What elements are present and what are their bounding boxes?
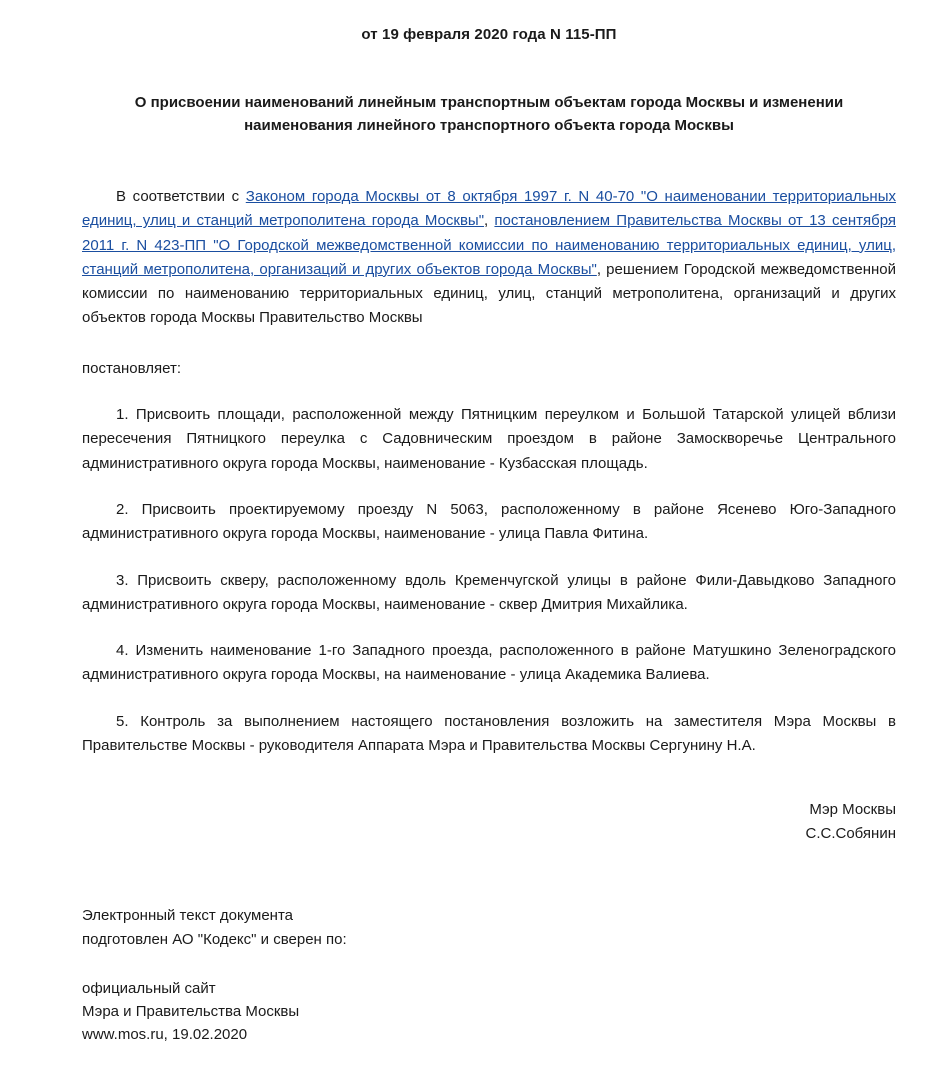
footer-line-3: официальный сайт (82, 979, 216, 997)
footer-reference-group (82, 977, 896, 1047)
clause-3: 3. Присвоить скверу, расположенному вдоль Кременчугской улицы в районе Фили-Давыдково Западного административного округа города Москвы, наименование - сквер Дмитрия Михайлика. (82, 571, 896, 613)
resolution-423-pp-link[interactable]: постановлением Правительства Москвы от 13 сентября 2011 г. N 423-ПП "О Городской межведомственной комиссии по наименованию территориальных единиц, улиц, станций метрополитена, организаций и других объектов города Москвы" (82, 212, 896, 278)
footer-line-2: подготовлен АО "Кодекс" и сверен по: (82, 930, 347, 948)
preamble-lead: В соответствии с (116, 188, 246, 205)
document-footer (82, 904, 896, 1046)
preamble-paragraph (82, 185, 896, 331)
clause-5: 5. Контроль за выполнением настоящего постановления возложить на заместителя Мэра Москвы в Правительстве Москвы - руководителя Аппарата Мэра и Правительства Москвы Сергунину Н.А. (82, 712, 896, 755)
preamble-tail: , решением Городской межведомственной комиссии по наименованию территориальных единиц, улиц, станций метрополитена, организаций и других объектов города Москвы Правительство Москвы (82, 260, 896, 327)
resolves-word: постановляет: (82, 359, 182, 377)
signer-name: С.С.Собянин (805, 825, 896, 843)
footer-line-5: www.mos.ru, 19.02.2020 (82, 1026, 248, 1044)
preamble-separator: , (484, 212, 495, 230)
document-title: О присвоении наименований линейным транспортным объектам города Москвы и изменении наименования линейного транспортного объекта города Москвы (134, 93, 844, 134)
clause-2: 2. Присвоить проектируемому проезду N 5063, расположенному в районе Ясенево Юго-Западного административного округа города Москвы, наименование - улица Павла Фитина. (82, 500, 896, 543)
document-date-line: от 19 февраля 2020 года N 115-ПП (361, 26, 617, 43)
footer-line-4: Мэра и Правительства Москвы (82, 1003, 300, 1021)
clause-1: 1. Присвоить площади, расположенной между Пятницким переулком и Большой Татарской улицей вблизи пересечения Пятницкого переулка с Садовническим проездом в районе Замоскворечье Центрального административного округа города Москвы, наименование - Кузбасская площадь. (82, 406, 896, 472)
law-moscow-40-70-link[interactable]: Законом города Москвы от 8 октября 1997 г. N 40-70 "О наименовании территориальных единиц, улиц и станций метрополитена города Москвы" (82, 188, 896, 230)
footer-source-group (82, 904, 896, 951)
footer-line-1: Электронный текст документа (82, 907, 294, 925)
signature-block (82, 798, 896, 846)
signer-position: Мэр Москвы (809, 801, 896, 819)
clause-4: 4. Изменить наименование 1-го Западного проезда, расположенного в районе Матушкино Зеленоградского административного округа города Москвы, на наименование - улица Академика Валиева. (82, 642, 896, 684)
document-body (82, 185, 896, 1047)
